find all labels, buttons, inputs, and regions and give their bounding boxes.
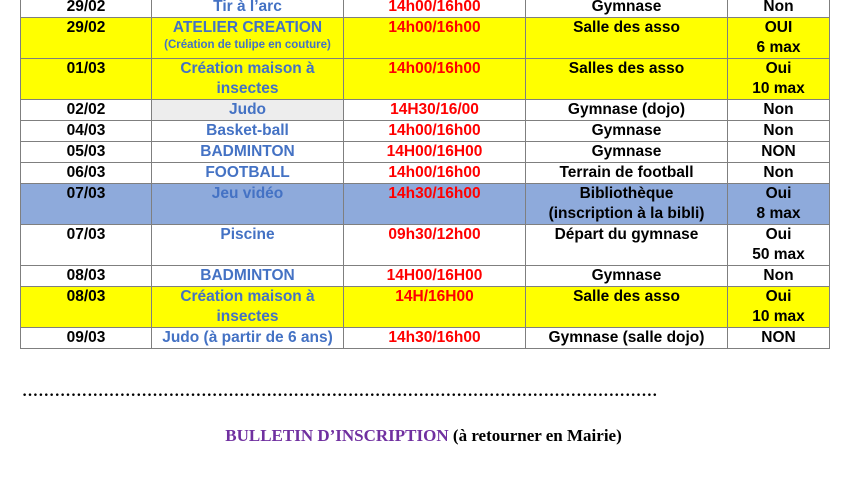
time-cell: 14h00/16h00 — [344, 121, 526, 142]
time-cell: 14h00/16h00 — [344, 59, 526, 100]
place-cell: Gymnase — [526, 142, 728, 163]
place-title: Bibliothèque — [579, 185, 674, 202]
registration-form-heading — [0, 426, 847, 446]
activity-cell: Judo (à partir de 6 ans) — [152, 328, 344, 349]
cut-line-separator: ……………………………………………………………………………………………………… — [22, 383, 658, 400]
registration-max: 50 max — [752, 246, 805, 263]
activity-cell — [152, 59, 344, 100]
table-row — [21, 100, 830, 121]
registration-cell: NON — [728, 142, 830, 163]
time-cell: 09h30/12h00 — [344, 225, 526, 266]
place-cell: Gymnase — [526, 0, 728, 18]
activity-cell: BADMINTON — [152, 142, 344, 163]
place-cell — [526, 184, 728, 225]
table-row — [21, 59, 830, 100]
place-cell: Terrain de football — [526, 163, 728, 184]
table-row — [21, 142, 830, 163]
table-row — [21, 121, 830, 142]
place-cell: Salle des asso — [526, 287, 728, 328]
activity-cell: FOOTBALL — [152, 163, 344, 184]
time-cell: 14h30/16h00 — [344, 184, 526, 225]
activity-cell: Judo — [152, 100, 344, 121]
time-cell: 14H00/16H00 — [344, 142, 526, 163]
date-cell: 08/03 — [21, 287, 152, 328]
registration-max: 8 max — [756, 205, 801, 222]
activity-cell — [152, 18, 344, 59]
date-cell: 02/02 — [21, 100, 152, 121]
date-cell: 08/03 — [21, 266, 152, 287]
registration-value: Oui — [765, 185, 792, 202]
place-cell: Départ du gymnase — [526, 225, 728, 266]
registration-value: Oui — [765, 288, 792, 305]
date-cell: 09/03 — [21, 328, 152, 349]
date-cell: 29/02 — [21, 18, 152, 59]
registration-cell: Non — [728, 163, 830, 184]
place-cell: Gymnase — [526, 266, 728, 287]
registration-max: 10 max — [752, 80, 805, 97]
activity-subtitle: (Création de tulipe en couture) — [164, 39, 331, 51]
registration-max: 10 max — [752, 308, 805, 325]
time-cell: 14H00/16H00 — [344, 266, 526, 287]
time-cell: 14h00/16h00 — [344, 163, 526, 184]
date-cell: 07/03 — [21, 184, 152, 225]
activity-cell: Basket-ball — [152, 121, 344, 142]
date-cell: 29/02 — [21, 0, 152, 18]
registration-cell: Non — [728, 266, 830, 287]
time-cell: 14h00/16h00 — [344, 0, 526, 18]
place-cell: Gymnase — [526, 121, 728, 142]
activity-title-line2: insectes — [216, 308, 279, 325]
activity-schedule-table — [20, 0, 830, 349]
table-row — [21, 18, 830, 59]
activity-title: ATELIER CREATION — [172, 19, 323, 36]
time-cell: 14H/16H00 — [344, 287, 526, 328]
registration-value: OUI — [764, 19, 793, 36]
table-row — [21, 225, 830, 266]
registration-cell: Non — [728, 0, 830, 18]
activity-title: Création maison à — [180, 60, 315, 77]
bulletin-title: BULLETIN D’INSCRIPTION — [225, 426, 449, 445]
registration-cell: Non — [728, 100, 830, 121]
table-row — [21, 163, 830, 184]
time-cell: 14h30/16h00 — [344, 328, 526, 349]
place-note: (inscription à la bibli) — [548, 205, 705, 222]
place-cell: Gymnase (dojo) — [526, 100, 728, 121]
registration-cell — [728, 225, 830, 266]
place-cell: Salle des asso — [526, 18, 728, 59]
registration-cell — [728, 18, 830, 59]
registration-value: Oui — [765, 226, 792, 243]
table-row — [21, 328, 830, 349]
activity-title-line2: insectes — [216, 80, 279, 97]
activity-cell: Piscine — [152, 225, 344, 266]
activity-title: Création maison à — [180, 288, 315, 305]
registration-cell: NON — [728, 328, 830, 349]
date-cell: 06/03 — [21, 163, 152, 184]
registration-cell: Non — [728, 121, 830, 142]
table-row — [21, 184, 830, 225]
place-cell: Salles des asso — [526, 59, 728, 100]
date-cell: 05/03 — [21, 142, 152, 163]
activity-cell: Tir à l’arc — [152, 0, 344, 18]
table-row — [21, 287, 830, 328]
registration-cell — [728, 287, 830, 328]
time-cell: 14h00/16h00 — [344, 18, 526, 59]
date-cell: 04/03 — [21, 121, 152, 142]
registration-cell — [728, 184, 830, 225]
place-cell: Gymnase (salle dojo) — [526, 328, 728, 349]
registration-max: 6 max — [756, 39, 801, 56]
registration-value: Oui — [765, 60, 792, 77]
table-row — [21, 266, 830, 287]
activity-cell — [152, 287, 344, 328]
bulletin-note: (à retourner en Mairie) — [452, 426, 622, 445]
registration-cell — [728, 59, 830, 100]
time-cell: 14H30/16/00 — [344, 100, 526, 121]
activity-cell: Jeu vidéo — [152, 184, 344, 225]
table-row — [21, 0, 830, 18]
activity-cell: BADMINTON — [152, 266, 344, 287]
date-cell: 01/03 — [21, 59, 152, 100]
date-cell: 07/03 — [21, 225, 152, 266]
